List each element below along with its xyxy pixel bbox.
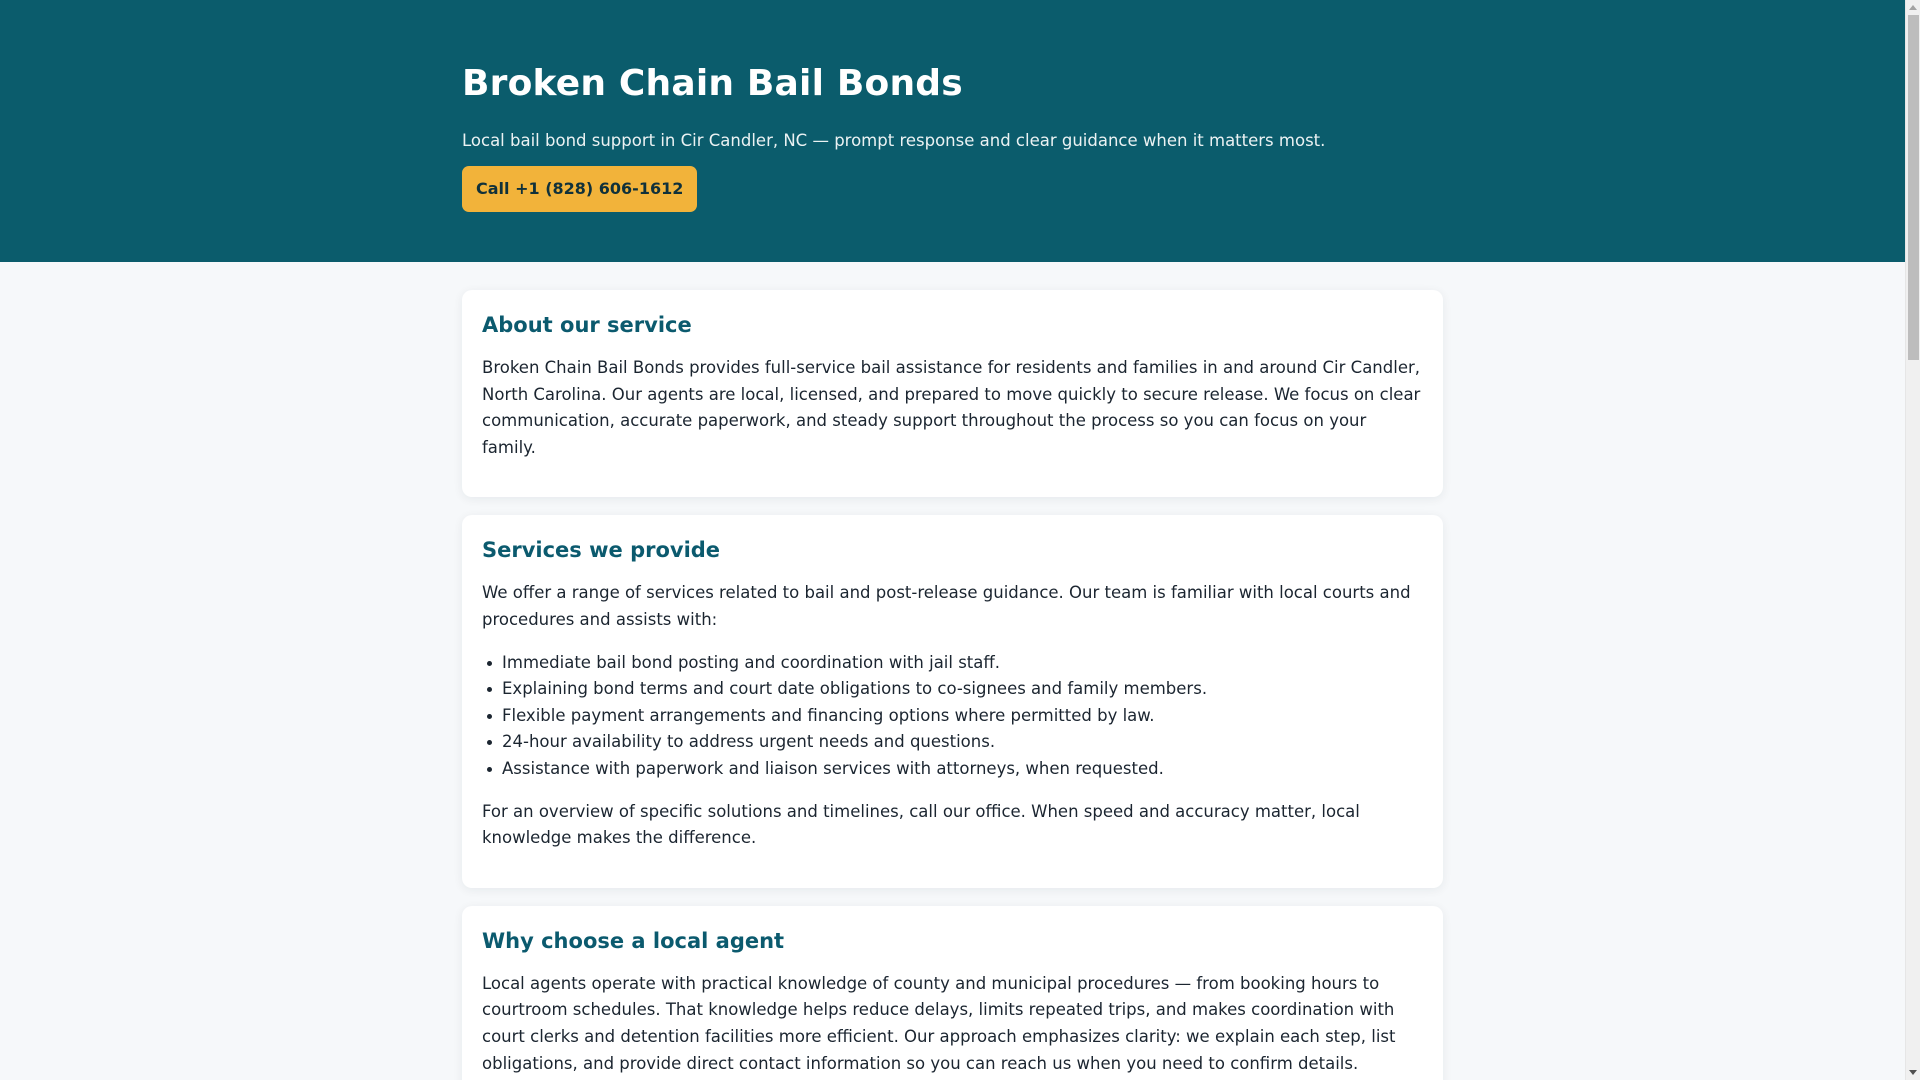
main-content	[462, 290, 1443, 1080]
scrollbar-thumb[interactable]	[1908, 15, 1919, 360]
list-item	[482, 650, 1423, 677]
hero-content	[462, 0, 1443, 212]
scroll-up-arrow-icon[interactable]	[1909, 5, 1917, 10]
list-item	[482, 676, 1423, 703]
about-paragraph: Broken Chain Bail Bonds provides full-service bail assistance for residents and families in and around Cir Candler, North Carolina. Our agents are local, licensed, and prepared to move quickly to secure release. We focus on clear communication, accurate paperwork, and steady support throughout the process so you can focus on your family.	[482, 358, 1421, 457]
bullet-icon	[487, 740, 492, 745]
bullet-icon	[487, 714, 492, 719]
vertical-scrollbar[interactable]	[1905, 0, 1920, 1080]
hero-header	[0, 0, 1905, 262]
scroll-down-arrow-icon[interactable]	[1909, 1070, 1917, 1075]
list-item-text: Immediate bail bond posting and coordination with jail staff.	[502, 652, 1001, 672]
local-agent-paragraph: Local agents operate with practical knowledge of county and municipal procedures — from booking hours to courtroom schedules. That knowledge helps reduce delays, limits repeated trips, and makes coordination with court clerks and detention facilities more efficient. Our approach emphasizes clarity: we explain each step, list obligations, and provide direct contact information so you can reach us when you need to confirm details.	[482, 973, 1396, 1073]
bullet-icon	[487, 687, 492, 692]
local-agent-card	[462, 906, 1443, 1080]
services-intro: We offer a range of services related to bail and post-release guidance. Our team is familiar with local courts and procedures and assists with:	[482, 583, 1411, 629]
list-item	[482, 703, 1423, 730]
services-outro: For an overview of specific solutions and timelines, call our office. When speed and accuracy matter, local knowledge makes the difference.	[482, 801, 1360, 848]
section-heading: Why choose a local agent	[482, 928, 785, 953]
section-heading: Services we provide	[482, 538, 721, 563]
list-item-text: Flexible payment arrangements and financing options where permitted by law.	[502, 705, 1155, 725]
list-item	[482, 756, 1423, 783]
services-list	[482, 650, 1423, 783]
list-item	[482, 729, 1423, 756]
section-heading: About our service	[482, 313, 692, 337]
list-item-text: 24-hour availability to address urgent needs and questions.	[502, 732, 996, 752]
list-item-text: Assistance with paperwork and liaison services with attorneys, when requested.	[502, 758, 1164, 778]
call-phone-button[interactable]: Call +1 (828) 606-1612	[462, 166, 697, 212]
about-service-card	[462, 290, 1443, 497]
bullet-icon	[487, 767, 492, 772]
bullet-icon	[487, 661, 492, 666]
services-card	[462, 515, 1443, 887]
list-item-text: Explaining bond terms and court date obligations to co-signees and family members.	[502, 679, 1208, 699]
site-title: Broken Chain Bail Bonds	[462, 63, 963, 104]
site-tagline: Local bail bond support in Cir Candler, NC — prompt response and clear guidance when it matters most.	[462, 131, 1326, 150]
